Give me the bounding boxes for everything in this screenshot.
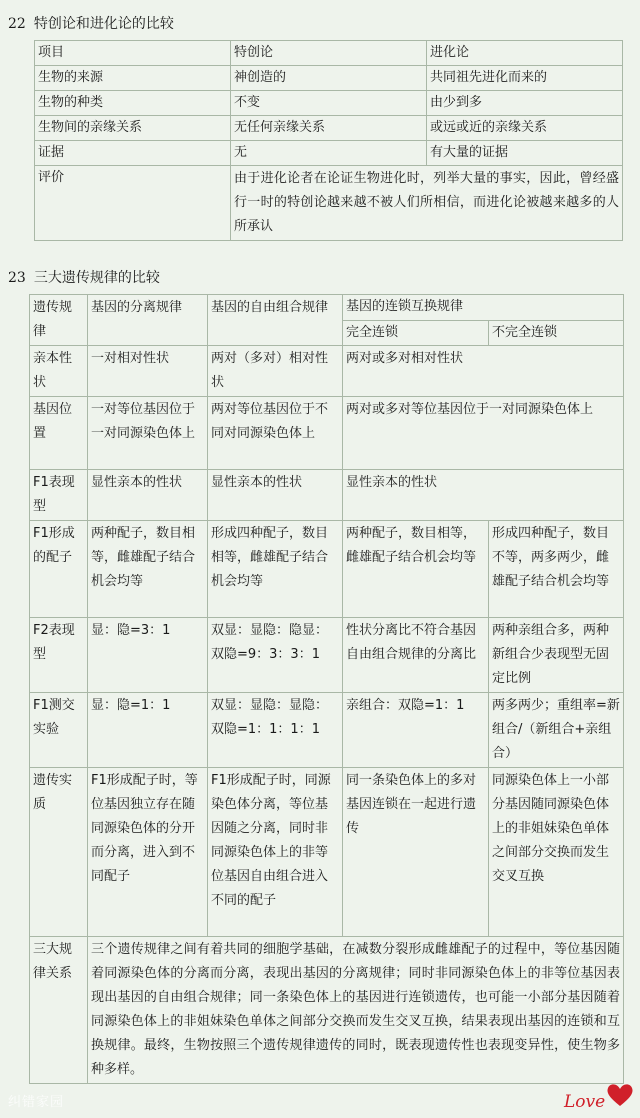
table-cell: 评价 xyxy=(35,166,231,241)
table-row xyxy=(35,166,623,241)
table-row xyxy=(35,66,623,91)
table-cell: 神创造的 xyxy=(231,66,427,91)
table-cell: F1形成配子时，同源染色体分离，等位基因随之分离，同时非同源染色体上的非等位基因自由组合进入不同的配子 xyxy=(208,768,343,937)
table-row xyxy=(35,91,623,116)
table-cell: 两对（多对）相对性状 xyxy=(208,346,343,397)
header-cell: 完全连锁 xyxy=(343,320,489,346)
table-cell: 两种配子，数目相等，雌雄配子结合机会均等 xyxy=(88,521,208,618)
table-row xyxy=(35,141,623,166)
watermark: 纠错家园 xyxy=(8,1095,65,1110)
creationism-evolution-table xyxy=(34,40,623,241)
table-cell: 同源染色体上一小部分基因随同源染色体上的非姐妹染色单体之间部分交换而发生交叉互换 xyxy=(489,768,624,937)
table-row xyxy=(35,116,623,141)
row-label: 三大规律关系 xyxy=(30,937,88,1084)
table-row xyxy=(30,521,624,618)
table-cell: 由少到多 xyxy=(427,91,623,116)
table-cell: 证据 xyxy=(35,141,231,166)
table-cell: 一对相对性状 xyxy=(88,346,208,397)
table-cell: 显性亲本的性状 xyxy=(343,470,624,521)
row-label: F2表现型 xyxy=(30,618,88,693)
table-cell: 无任何亲缘关系 xyxy=(231,116,427,141)
table-cell: 项目 xyxy=(35,41,231,66)
section-number: 23 xyxy=(8,270,26,286)
section-title-text: 特创论和进化论的比较 xyxy=(33,16,174,32)
row-label: F1形成的配子 xyxy=(30,521,88,618)
table-cell: 两对等位基因位于不同对同源染色体上 xyxy=(208,397,343,470)
table-header-row xyxy=(30,295,624,321)
section-23-title xyxy=(8,268,160,288)
table-cell: 进化论 xyxy=(427,41,623,66)
table-cell: 两种亲组合多，两种新组合少表现型无固定比例 xyxy=(489,618,624,693)
table-cell: 形成四种配子，数目不等，两多两少，雌雄配子结合机会均等 xyxy=(489,521,624,618)
row-label: F1表现型 xyxy=(30,470,88,521)
section-title-text: 三大遗传规律的比较 xyxy=(33,270,160,286)
section-number: 22 xyxy=(8,16,26,32)
table-cell: 显性亲本的性状 xyxy=(208,470,343,521)
table-cell: 共同祖先进化而来的 xyxy=(427,66,623,91)
header-cell: 不完全连锁 xyxy=(489,320,624,346)
table-row xyxy=(30,768,624,937)
table-cell: 显：隐=1：1 xyxy=(88,693,208,768)
section-22-title xyxy=(8,14,174,34)
header-cell: 基因的连锁互换规律 xyxy=(343,295,624,321)
table-cell: 生物的来源 xyxy=(35,66,231,91)
love-text: Love xyxy=(564,1092,606,1112)
table-cell: 两对或多对等位基因位于一对同源染色体上 xyxy=(343,397,624,470)
heart-icon xyxy=(606,1082,634,1108)
row-label: 基因位置 xyxy=(30,397,88,470)
table-cell: 同一条染色体上的多对基因连锁在一起进行遗传 xyxy=(343,768,489,937)
table-cell: 或远或近的亲缘关系 xyxy=(427,116,623,141)
table-cell: 两种配子，数目相等，雌雄配子结合机会均等 xyxy=(343,521,489,618)
table-row xyxy=(30,470,624,521)
table-cell: 亲组合：双隐=1：1 xyxy=(343,693,489,768)
table-cell: 双显：显隐：显隐：双隐=1：1：1：1 xyxy=(208,693,343,768)
genetic-laws-table xyxy=(29,294,624,1084)
table-cell: 无 xyxy=(231,141,427,166)
table-cell: 生物间的亲缘关系 xyxy=(35,116,231,141)
table-row xyxy=(35,41,623,66)
table-cell: 特创论 xyxy=(231,41,427,66)
table-row xyxy=(30,346,624,397)
table-row xyxy=(30,937,624,1084)
table-cell: 显性亲本的性状 xyxy=(88,470,208,521)
table-row xyxy=(30,693,624,768)
row-label: 亲本性状 xyxy=(30,346,88,397)
table-cell: 一对等位基因位于一对同源染色体上 xyxy=(88,397,208,470)
header-cell: 基因的分离规律 xyxy=(88,295,208,346)
table-cell: 两多两少；重组率=新组合/（新组合+亲组合） xyxy=(489,693,624,768)
table-cell: 生物的种类 xyxy=(35,91,231,116)
love-logo xyxy=(564,1086,634,1112)
header-cell: 遗传规律 xyxy=(30,295,88,346)
table-row xyxy=(30,618,624,693)
table-cell: 不变 xyxy=(231,91,427,116)
table-cell: 有大量的证据 xyxy=(427,141,623,166)
table-cell: 两对或多对相对性状 xyxy=(343,346,624,397)
table-cell: 形成四种配子，数目相等，雌雄配子结合机会均等 xyxy=(208,521,343,618)
table-cell: 双显：显隐：隐显：双隐=9：3：3：1 xyxy=(208,618,343,693)
relationship-cell: 三个遗传规律之间有着共同的细胞学基础，在减数分裂形成雌雄配子的过程中，等位基因随着同源染色体的分离而分离，表现出基因的分离规律；同时非同源染色体上的非等位基因表现出基因的自由组合规律；同一条染色体上的基因进行连锁遗传，也可能一小部分基因随着同源染色体上的非姐妹染色单体之间部分交换而发生交叉互换，结果表现出基因的连锁和互换规律。最终，生物按照三个遗传规律遗传的同时，既表现遗传性也表现变异性，使生物多种多样。 xyxy=(88,937,624,1084)
row-label: 遗传实质 xyxy=(30,768,88,937)
row-label: F1测交实验 xyxy=(30,693,88,768)
table-cell: F1形成配子时，等位基因独立存在随同源染色体的分开而分离，进入到不同配子 xyxy=(88,768,208,937)
table-cell: 性状分离比不符合基因自由组合规律的分离比 xyxy=(343,618,489,693)
table-cell: 显：隐=3：1 xyxy=(88,618,208,693)
table-row xyxy=(30,397,624,470)
evaluation-cell: 由于进化论者在论证生物进化时，列举大量的事实，因此，曾经盛行一时的特创论越来越不被人们所相信，而进化论被越来越多的人所承认 xyxy=(231,166,623,241)
header-cell: 基因的自由组合规律 xyxy=(208,295,343,346)
